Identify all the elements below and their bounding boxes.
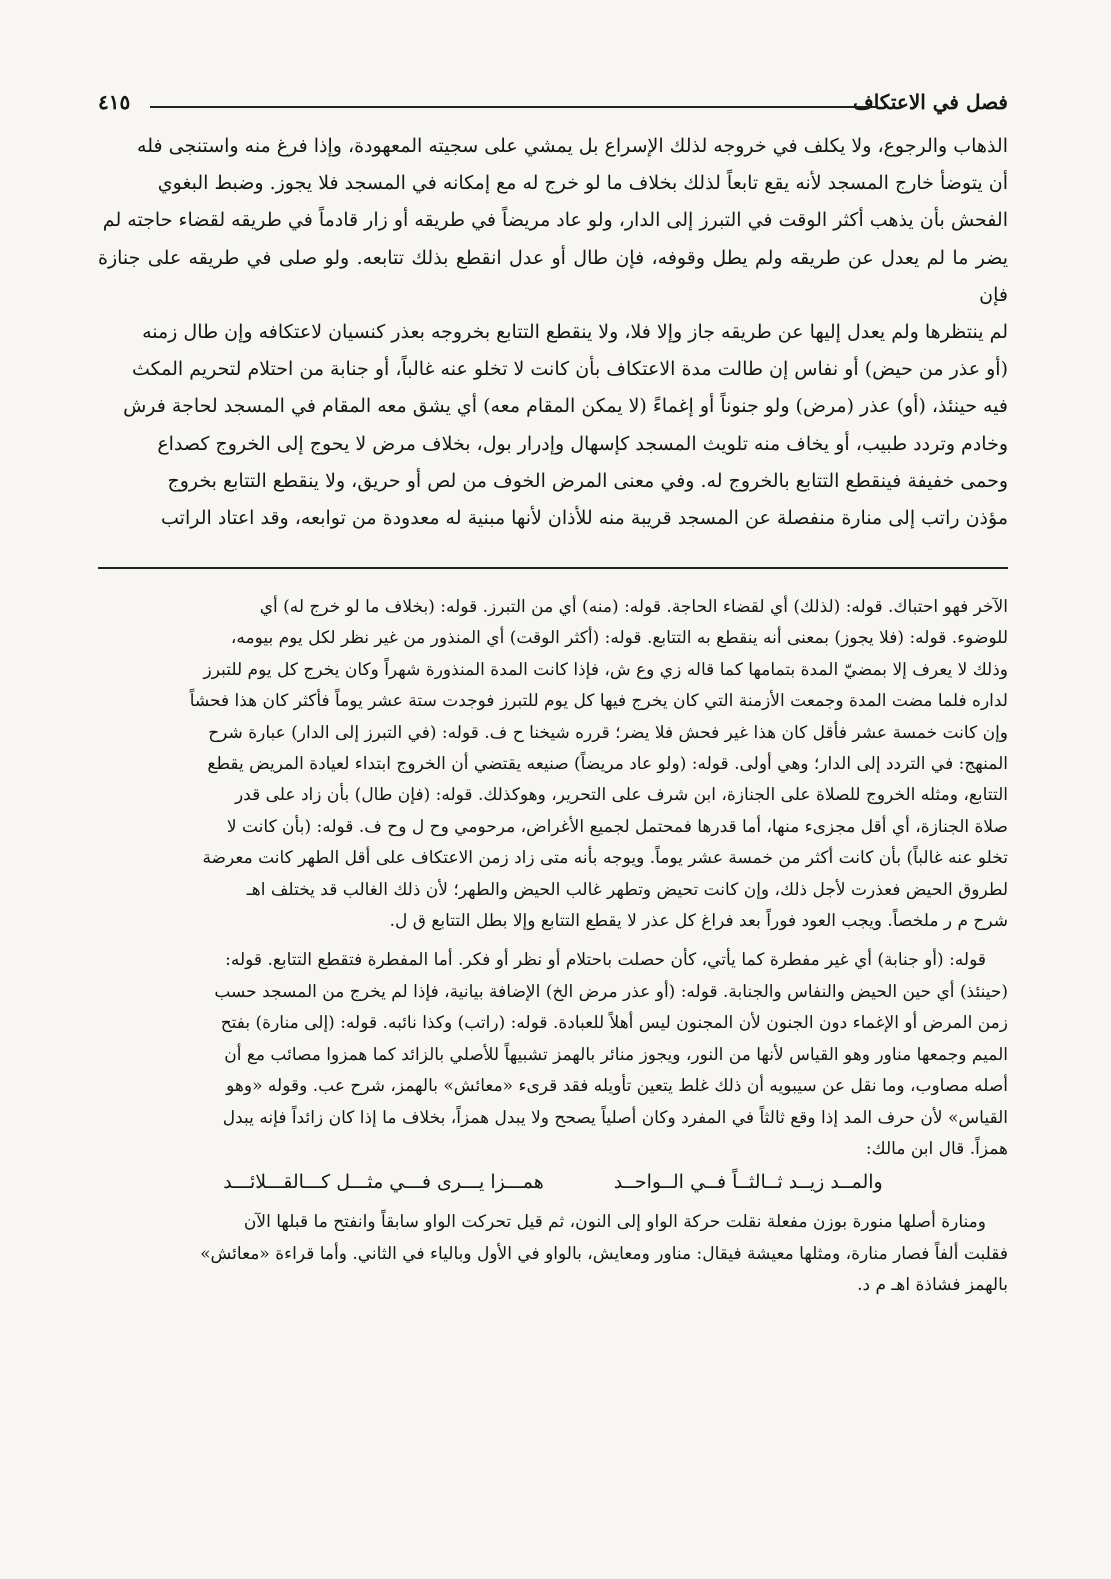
note-line: للوضوء. قوله: (فلا يجوز) بمعنى أنه ينقطع به التتابع. قوله: (أكثر الوقت) أي المنذور من غير نظر لكل يوم بيومه، [230, 628, 1008, 649]
note-line: الآخر فهو احتباك. قوله: (لذلك) أي لقضاء الحاجة. قوله: (منه) أي من التبرز. قوله: (بخلاف ما لو خرج له) أي [259, 597, 1008, 617]
main-line: لم ينتظرها ولم يعدل إليها عن طريقه جاز وإلا فلا، ولا ينقطع التتابع بخروجه بعذر كنسيان لاعتكافه وإن طال زمنه [142, 321, 1008, 344]
note-line: المنهج: في التردد إلى الدار؛ وهي أولى. قوله: (ولو عاد مريضاً) صنيعه يقتضي أن الخروج ابتداء لعيادة المريض يقطع [207, 754, 1008, 775]
note-line: بالهمز فشاذة اهـ م د. [857, 1275, 1008, 1296]
chapter-title: فصل في الاعتكاف [843, 90, 1008, 114]
note-line: قوله: (أو جنابة) أي غير مفطرة كما يأتي، كأن حصلت باحتلام أو نظر أو فكر. أما المفطرة فتقطع التتابع. قوله: [225, 950, 986, 971]
commentary [98, 592, 1008, 1302]
header-rule [150, 106, 878, 108]
main-line: يضر ما لم يعدل عن طريقه ولم يطل وقوفه، فإن طال أو عدل انقطع بذلك تتابعه. ولو صلى في طريقه على جنازة فإن [98, 246, 1008, 306]
note-line: (حينئذ) أي حين الحيض والنفاس والجنابة. قوله: (أو عذر مرض الخ) الإضافة بيانية، فإذا لم يخرج من المسجد حسب [214, 981, 1008, 1002]
note-line: صلاة الجنازة، أي أقل مجزىء منها، أما قدرها فمحتمل لجميع الأغراض، مرحومي وح ل وح ف. قوله: (بأن كانت لا [226, 816, 1008, 837]
page-header [98, 90, 1008, 126]
main-line: الفحش بأن يذهب أكثر الوقت في التبرز إلى الدار، ولو عاد مريضاً في طريقه أو زار قادماً في طريقه لقضاء حاجته لم [102, 209, 1008, 232]
commentary-paragraph-1 [98, 592, 1008, 937]
main-line: وخادم وتردد طبيب، أو يخاف منه تلويث المسجد كإسهال وإدرار بول، بخلاف مرض لا يحوج إلى الخروج كصداع [157, 432, 1008, 455]
note-line: وذلك لا يعرف إلا بمضيّ المدة بتمامها كما قاله زي وع ش، فإذا كانت المدة المنذورة شهراً وكان يخرج كل يوم للتبرز [203, 659, 1008, 680]
note-line: تخلو عنه غالباً) بأن كانت أكثر من خمسة عشر يوماً. ويوجه بأنه متى زاد زمن الاعتكاف على أقل الطهر كانت معرضة [202, 848, 1008, 869]
note-line: همزاً. قال ابن مالك: [865, 1138, 1008, 1159]
note-line: القياس» لأن حرف المد إذا وقع ثالثاً في المفرد وكان أصلياً يصحح ولا يبدل همزاً، بخلاف ما إذا كان زائداً فإنه يبدل [222, 1107, 1008, 1128]
commentary-paragraph-2 [98, 945, 1008, 1165]
note-line: لطروق الحيض فعذرت لأجل ذلك، وإن كانت تحيض وتطهر غالب الحيض والطهر؛ لأن ذلك الغالب قد يختلف اهـ [246, 879, 1008, 900]
main-line: فيه حينئذ، (أو) عذر (مرض) ولو جنوناً أو إغماءً (لا يمكن المقام معه) أي يشق معه المقام في المسجد لحاجة فرش [123, 395, 1008, 418]
commentary-paragraph-3 [98, 1207, 1008, 1301]
footnote-divider [98, 567, 1008, 569]
note-line: أصله مصاوب، وما نقل عن سيبويه أن ذلك غلط يتعين تأويله فقد قرىء «معائش» بالهمز، شرح عب. وقوله «وهو [226, 1076, 1008, 1097]
note-line: زمن المرض أو الإغماء دون الجنون لأن المجنون ليس أهلاً للعبادة. قوله: (راتب) وكذا نائبه. قوله: (إلى منارة) بفتح [220, 1013, 1008, 1034]
note-line: الميم وجمعها مناور وهو القياس لأنها من النور، ويجوز منائر بالهمز تشبيهاً للأصلي بالزائد كما همزوا مصائب مع أن [224, 1044, 1008, 1065]
main-line: (أو عذر من حيض) أو نفاس إن طالت مدة الاعتكاف بأن كانت لا تخلو عنه غالباً، أو جنابة من احتلام لتحريم المكث [131, 358, 1008, 381]
verse-first-hemistich: والمــد زيــد ثــالثــاً فــي الــواحــد [613, 1171, 883, 1194]
page-number: ٤١٥ [98, 90, 131, 114]
main-line: الذهاب والرجوع، ولا يكلف في خروجه لذلك الإسراع بل يمشي على سجيته المعهودة، وإذا فرغ منه واستنجى فله [137, 135, 1008, 157]
main-line: مؤذن راتب إلى منارة منفصلة عن المسجد قريبة منه للأذان لأنها مبنية له معدودة من توابعه، وقد اعتاد الراتب [161, 507, 1008, 530]
main-text [98, 128, 1008, 537]
verse-second-hemistich: همـــزا يـــرى فـــي مثـــل كـــالقـــلائـــد [223, 1171, 544, 1194]
note-line: وإن كانت خمسة عشر فأقل كان هذا غير فحش فلا يضر؛ قرره شيخنا ح ف. قوله: (في التبرز إلى الدار) عبارة شرح [208, 722, 1008, 743]
poetry-verse [98, 1165, 1008, 1199]
note-line: فقلبت ألفاً فصار منارة، ومثلها معيشة فيقال: مناور ومعايش، بالواو في الأول وبالياء في الثاني. وأما قراءة «معائش» [200, 1243, 1008, 1264]
main-line: أن يتوضأ خارج المسجد لأنه يقع تابعاً لذلك بخلاف ما لو خرج له مع إمكانه في المسجد فلا يجوز. وضبط البغوي [157, 172, 1008, 195]
note-line: شرح م ر ملخصاً. ويجب العود فوراً بعد فراغ كل عذر لا يقطع التتابع وإلا بطل التتابع ق ل. [389, 911, 1008, 932]
note-line: التتابع، ومثله الخروج للصلاة على الجنازة، ابن شرف على التحرير، وهوكذلك. قوله: (فإن طال) بأن زاد على قدر [234, 785, 1008, 806]
main-line: وحمى خفيفة فينقطع التتابع بالخروج له. وفي معنى المرض الخوف من لص أو حريق، ولا ينقطع التتابع بخروج [167, 469, 1008, 492]
note-line: ومنارة أصلها منورة بوزن مفعلة نقلت حركة الواو إلى النون، ثم قيل تحركت الواو سابقاً وانفتح ما قبلها الآن [243, 1212, 986, 1233]
note-line: لداره فلما مضت المدة وجمعت الأزمنة التي كان يخرج فيها كل يوم للتبرز فوجدت ستة عشر يوماً فأكثر كان هذا فحشاً [189, 691, 1008, 712]
